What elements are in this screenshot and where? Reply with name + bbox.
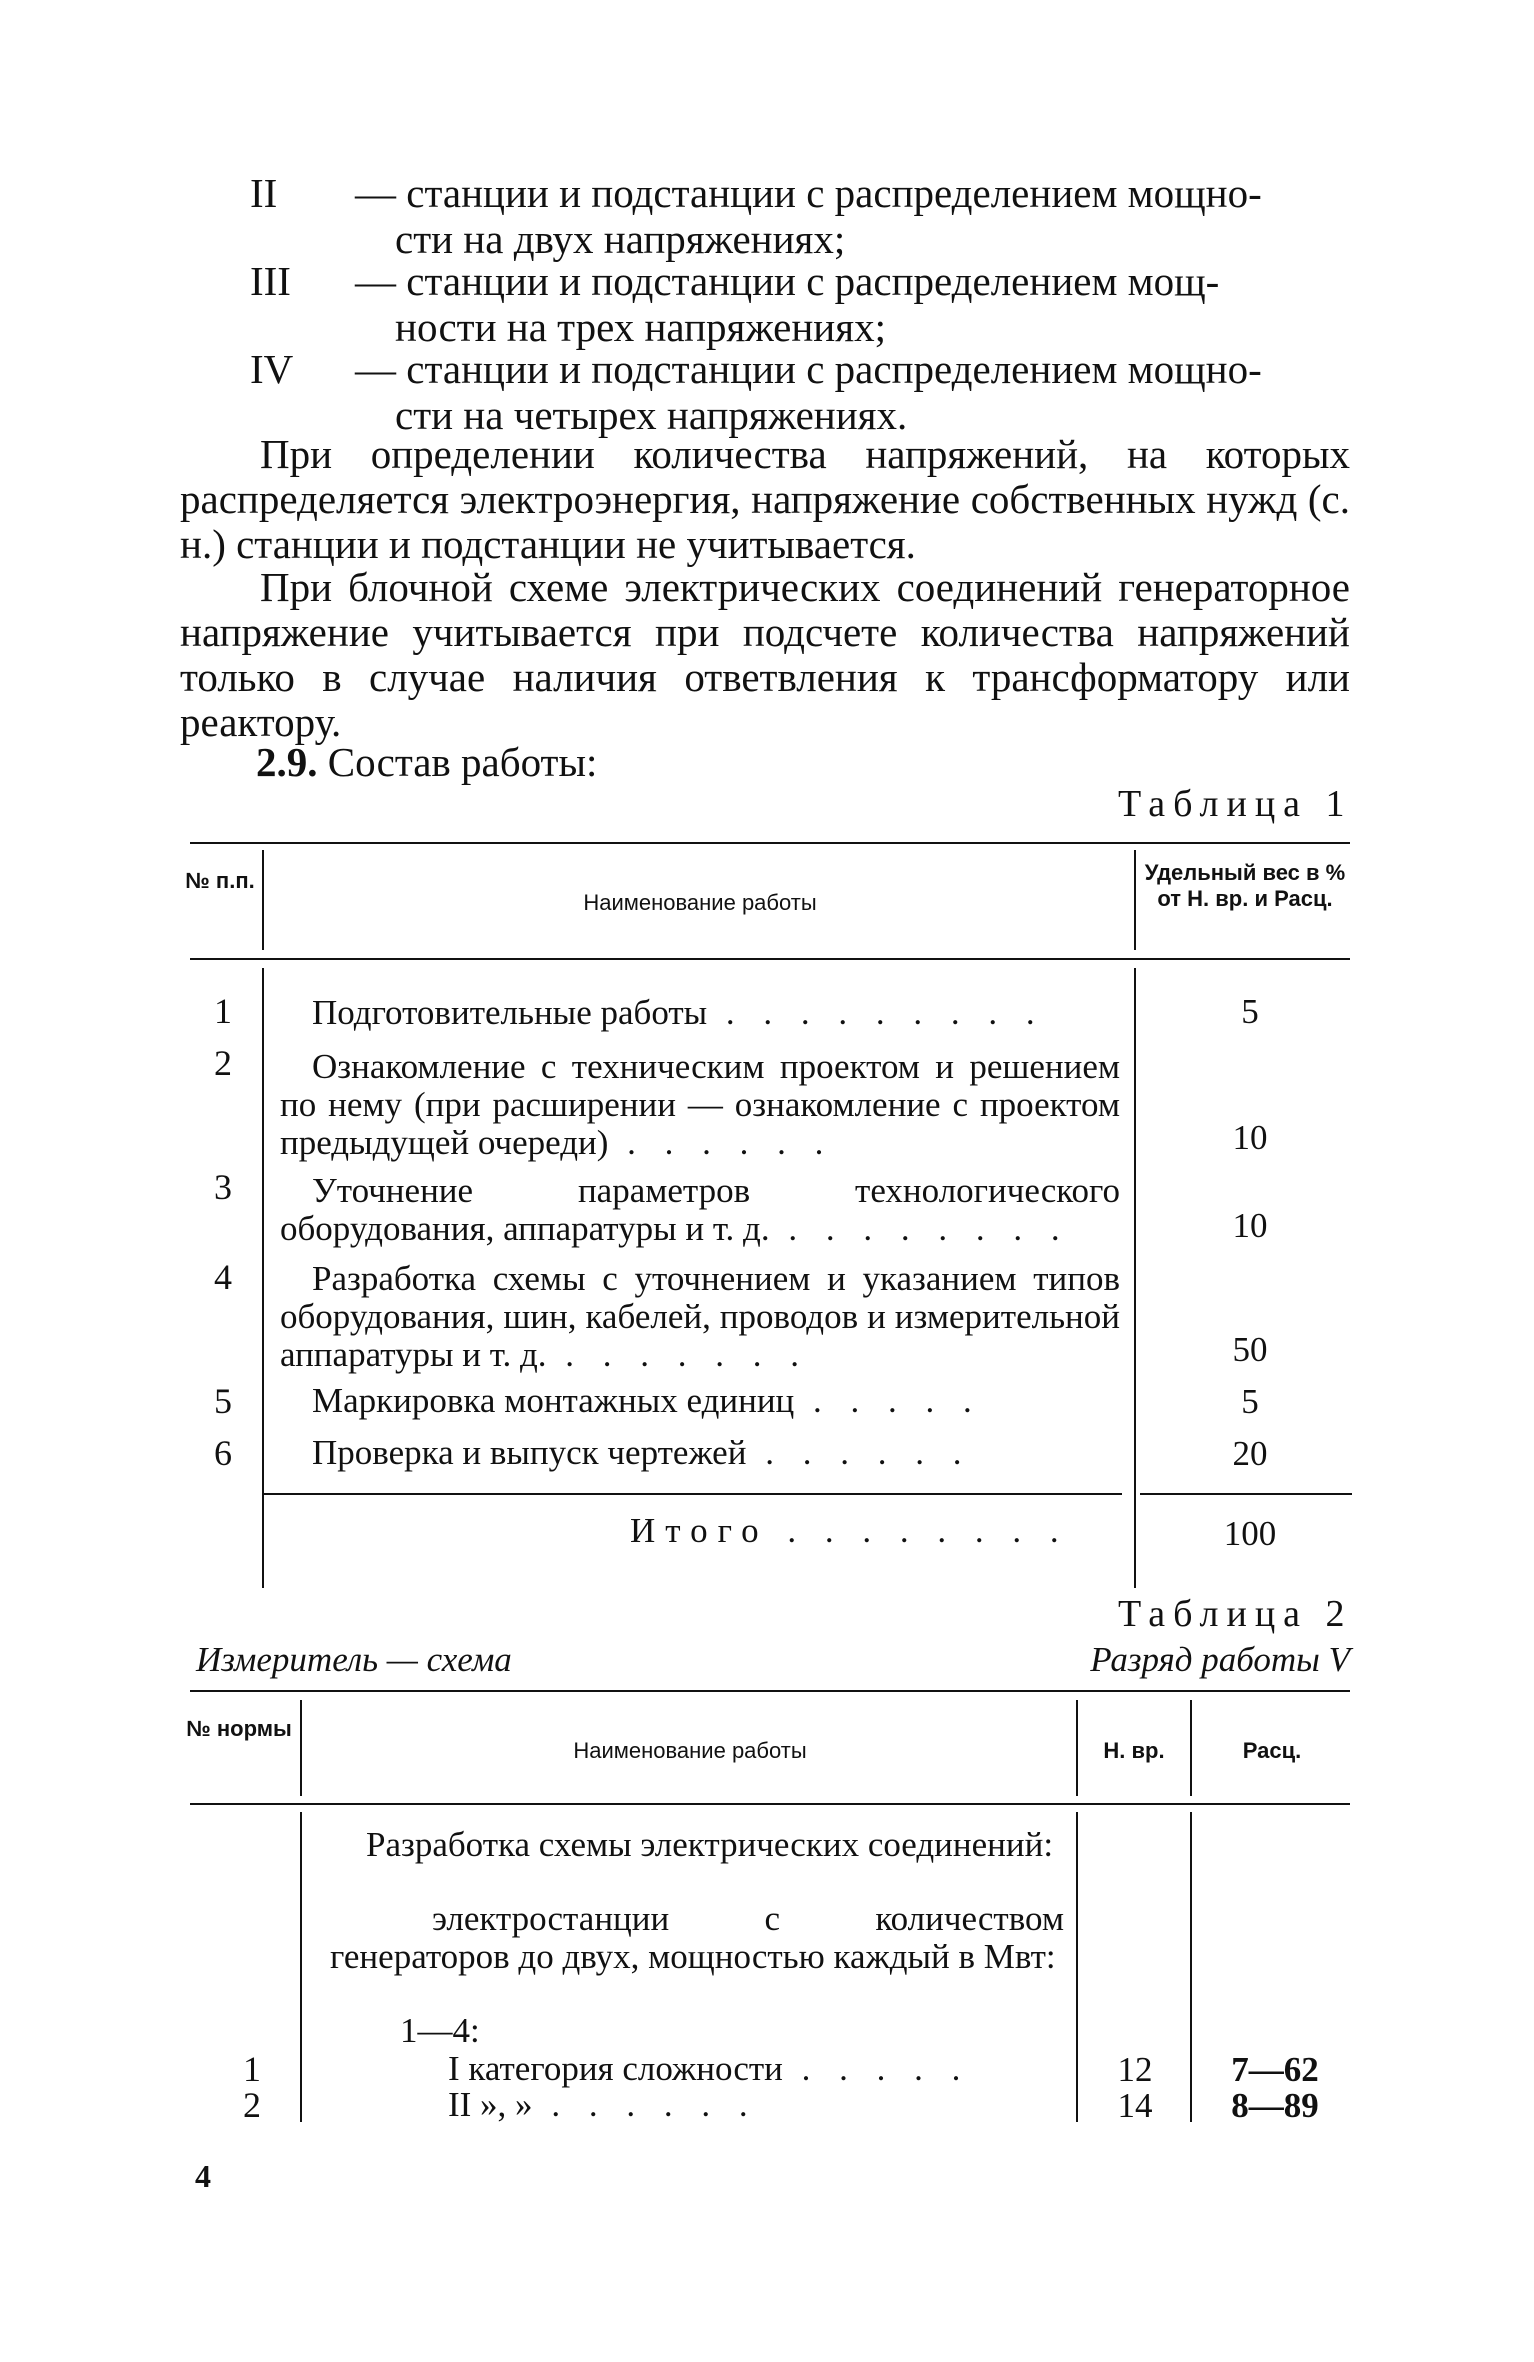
table1-row-num: 2 bbox=[214, 1043, 232, 1083]
table2-row-hours: 12 bbox=[1117, 2050, 1153, 2089]
table1-col-divider bbox=[262, 850, 264, 950]
table1-total-rule bbox=[1140, 1493, 1352, 1495]
table1-row-value: 20 bbox=[1232, 1434, 1268, 1473]
paragraph: При блочной схеме электрических соединений генераторное напряжение учитывается при подсчете количества напряжений только в случае наличия ответвления к трансформатору или реактору. bbox=[180, 564, 1350, 745]
table2-header-rule bbox=[190, 1803, 1350, 1805]
table2-row-num: 2 bbox=[243, 2085, 261, 2125]
table2-row-rate: 7—62 bbox=[1231, 2050, 1319, 2089]
table2-row-num: 1 bbox=[243, 2049, 261, 2089]
table1-row-num: 4 bbox=[214, 1257, 232, 1297]
table1-row-name: Проверка и выпуск чертежей . . . . . . bbox=[312, 1433, 972, 1472]
table1-total-label: Итого . . . . . . . . bbox=[630, 1511, 1069, 1550]
table2-intro-1: Разработка схемы электрических соединений: bbox=[366, 1825, 1054, 1864]
table2-top-rule bbox=[190, 1690, 1350, 1692]
table1-row-value: 5 bbox=[1241, 1382, 1259, 1421]
table2-header-num: № нормы bbox=[186, 1716, 292, 1741]
table2-row-rate: 8—89 bbox=[1231, 2086, 1319, 2125]
table1-header-rule bbox=[190, 958, 1350, 960]
category-text-line1: — станции и подстанции с распределением мощ- bbox=[355, 258, 1220, 304]
table1-row-name: Маркировка монтажных единиц . . . . . bbox=[312, 1381, 982, 1420]
table2-row-name: I категория сложности . . . . . bbox=[448, 2049, 971, 2088]
table2-grade: Разряд работы V bbox=[1090, 1640, 1350, 1679]
table2-intro-2: электростанции с количеством генераторов до двух, мощностью каждый в Мвт: bbox=[330, 1899, 1064, 1976]
table1-col-divider bbox=[1134, 850, 1136, 950]
table1-top-rule bbox=[190, 842, 1350, 844]
table1-header-name: Наименование работы bbox=[583, 890, 817, 915]
table2-intro-3: 1—4: bbox=[400, 2011, 480, 2050]
table2-row-name: II », » . . . . . . bbox=[448, 2085, 758, 2124]
category-text-line2: сти на двух напряжениях; bbox=[395, 216, 846, 262]
category-text-line2: ности на трех напряжениях; bbox=[395, 304, 886, 350]
category-number: III bbox=[250, 258, 291, 304]
table1-row-value: 10 bbox=[1232, 1118, 1268, 1157]
section-title bbox=[256, 738, 597, 786]
category-text-line1: — станции и подстанции с распределением мощно- bbox=[355, 170, 1262, 216]
table1-total-rule bbox=[264, 1493, 1122, 1495]
category-text-line1: — станции и подстанции с распределением мощно- bbox=[355, 346, 1262, 392]
category-number: IV bbox=[250, 346, 294, 392]
table1-row-num: 1 bbox=[214, 991, 232, 1031]
table2-caption: Таблица 2 bbox=[1118, 1593, 1353, 1635]
table2-meter: Измеритель — схема bbox=[196, 1640, 512, 1679]
table1-col-divider bbox=[1134, 968, 1136, 1588]
section-number: 2.9. bbox=[256, 739, 318, 785]
table1-header-num: № п.п. bbox=[185, 868, 255, 893]
table1-col-divider bbox=[262, 968, 264, 1588]
table1-header-weight: Удельный вес в % от Н. вр. и Расц. bbox=[1144, 860, 1346, 911]
table2-col-divider bbox=[1190, 1700, 1192, 1796]
table2-row-hours: 14 bbox=[1117, 2086, 1153, 2125]
page-number: 4 bbox=[195, 2158, 211, 2194]
category-number: II bbox=[250, 170, 278, 216]
table1-row-name: Ознакомление с техническим проектом и решением по нему (при расширении — ознакомление с проектом предыдущей очереди) . . . . . . bbox=[280, 1047, 1120, 1162]
table1-row-value: 50 bbox=[1232, 1330, 1268, 1369]
table1-caption: Таблица 1 bbox=[1118, 783, 1353, 825]
paragraph: При определении количества напряжений, на которых распределяется электроэнергия, напряжение собственных нужд (с. н.) станции и подстанции не учитывается. bbox=[180, 431, 1350, 567]
section-title-text: Состав работы: bbox=[327, 739, 598, 785]
table2-col-divider bbox=[300, 1812, 302, 2122]
table1-total-value: 100 bbox=[1223, 1514, 1277, 1553]
table1-row-num: 6 bbox=[214, 1433, 232, 1473]
table1-row-name: Уточнение параметров технологического оборудования, аппаратуры и т. д. . . . . . . . . bbox=[280, 1171, 1120, 1248]
table2-header-rate: Расц. bbox=[1242, 1738, 1302, 1763]
table1-row-value: 5 bbox=[1241, 992, 1259, 1031]
table2-col-divider bbox=[1076, 1700, 1078, 1796]
table2-col-divider bbox=[300, 1700, 302, 1796]
table1-row-value: 10 bbox=[1232, 1206, 1268, 1245]
table1-row-num: 3 bbox=[214, 1167, 232, 1207]
table2-header-hours: Н. вр. bbox=[1103, 1738, 1165, 1763]
table2-col-divider bbox=[1076, 1812, 1078, 2122]
table1-row-name: Подготовительные работы . . . . . . . . . bbox=[312, 993, 1045, 1032]
table2-col-divider bbox=[1190, 1812, 1192, 2122]
table1-row-name: Разработка схемы с уточнением и указанием типов оборудования, шин, кабелей, проводов и измерительной аппаратуры и т. д. . . . . . . . bbox=[280, 1259, 1120, 1374]
table2-header-name: Наименование работы bbox=[573, 1738, 807, 1763]
category-text-line2: сти на четырех напряжениях. bbox=[395, 392, 908, 438]
table1-row-num: 5 bbox=[214, 1381, 232, 1421]
